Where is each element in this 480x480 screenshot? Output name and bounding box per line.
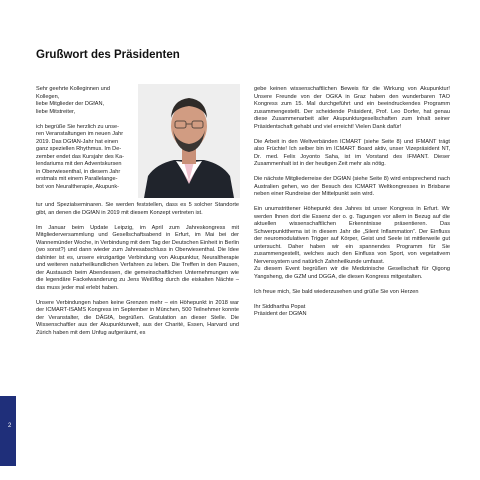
- signature-name: Ihr Siddhartha Popat: [254, 303, 306, 310]
- text-line: liebe Mitglieder der DGfAN,: [36, 101, 105, 107]
- text-line: bot von Neuraltherapie, Akupunk-: [36, 183, 120, 190]
- paragraph: tur und Spezialseminaren. Sie werden feststellen, dass es 5 solcher Standorte gibt, an denen die DGfAN in 2019 mit diesem Konzept vertreten ist.: [36, 202, 239, 216]
- page-title: Grußwort des Präsidenten: [36, 49, 180, 61]
- text-line: zember endet das Kursjahr des Ka-: [36, 153, 124, 160]
- page-number: 2: [8, 423, 12, 429]
- portrait-illustration: [138, 84, 240, 198]
- text-line: lendariums mit den Adventskursen: [36, 161, 122, 167]
- paragraph: Unsere Verbindungen haben keine Grenzen mehr – ein Höhepunkt in 2018 war der ICMART-ISAMS Kongress im September in München, 500 Teilnehmer konnte der Veranstalter, die DÄGfA, begrüßen. Gratulation an dieser Stelle. Die Wissenschaftler aus der Akupunkturwelt, aus der Charité, Essen, Harvard und Zürich haben mit dem Unfug aufgeräumt, es: [36, 299, 239, 336]
- text-line: ren Veranstaltungen im neuen Jahr: [36, 131, 124, 137]
- text-line: ich begrüße Sie herzlich zu unse-: [36, 123, 120, 130]
- president-photo: [138, 84, 240, 198]
- paragraph: Die Arbeit in den Weltverbänden ICMART (siehe Seite 8) und IFMANT trägt also Früchte! Ich selber bin im ICMART Board aktiv, unser Vizepräsident NT, Dr. med. Felix Joyonto Saha, ist im Vorstand des IFMANT. Dieser Zusammenhalt ist in der heutigen Zeit mehr als nötig.: [254, 138, 450, 167]
- text-line: Sehr geehrte Kolleginnen und: [36, 86, 111, 92]
- paragraph: Die nächste Mitgliederreise der DGfAN (siehe Seite 8) wird entsprechend nach Australien gehen, wo der Besuch des ICMART Weltkongresses in Brisbane neben einer Rundreise der Mittelpunkt sein wird.: [254, 176, 450, 197]
- text-line: erstmals mit einem Parallelange-: [36, 176, 118, 182]
- paragraph: Im Januar beim Update Leipzig, im April zum Jahreskongress mit Mitgliederversammlung und Gesellschaftsabend in Erfurt, im Mai bei der Wannemünder Woche, in Verbindung mit dem Tag der Deutschen Einheit in Berlin (wo sonst?) und dann wieder zum Jahresabschluss in Oberwiesenthal. Die Idee dahinter ist es, unsere einzigartige Verbindung von Akupunktur, Neuraltherapie und weiteren naturheilkundlichen Verfahren zu leben. Die Treffen in den Pausen, der Austausch beim Abendessen, die gemeinschaftlichen Unternehmungen wie die legendäre Fackelwanderung zu Jens Weißflog durch die eiskalten Nächte – das muss jeder mal erlebt haben.: [36, 224, 239, 291]
- paragraph: Ein unumstrittener Höhepunkt des Jahres ist unser Kongress in Erfurt. Wir werden Ihnen dort die Essenz der o. g. Tagungen vor allem in Bezug auf die aktuellen wissenschaftlichen Erkenntnisse präsentieren. Das Schwerpunktthema ist in diesem Jahr die „Silent Inflammation“. Der Einfluss der neuromodulativen Trigger auf Körper, Geist und Seele ist mittlerweile gut untersucht. Daher haben wir ein spannendes Programm für Sie zusammengestellt, welches auch den Einfluss von Sport, von vegetativem Nervensystem und natürlich Zahnheilkunde umfasst.: [254, 206, 450, 265]
- text-line: 2019. Das DGfAN-Jahr hat einen: [36, 138, 119, 145]
- text-line: liebe Mitstreiter,: [36, 108, 76, 115]
- paragraph: gebe keinen wissenschaftlichen Beweis für die Wirkung von Akupunktur! Unsere Freunde von der OGKA in Graz haben den wunderbaren TAO Kongress zum 15. Mal durchgeführt und ein beeindruckendes Programm zusammengestellt. Der scheidende Präsident, Prof. Leo Dorfer, hat genau diese Zusammenarbeit aller Akupunkturgesellschaften zum Inhalt seiner Präsidentschaft gehabt und viel erreicht! Vielen Dank dafür!: [254, 86, 450, 130]
- text-line: ganz speziellen Rhythmus. Im De-: [36, 146, 122, 152]
- paragraph: Zu diesem Event begrüßen wir die Medizinische Gesellschaft für Qigong Yangsheng, die GZM und DGGA, die diesen Kongress mitgestalten.: [254, 266, 450, 280]
- body-column-right: [254, 86, 450, 319]
- paragraph: Ich freue mich, Sie bald wiederzusehen und grüße Sie von Herzen: [254, 288, 419, 295]
- signature-title: Präsident der DGfAN: [254, 311, 307, 317]
- page-tab: [0, 396, 16, 466]
- intro-column: [36, 86, 132, 191]
- text-line: Kollegen,: [36, 93, 60, 100]
- text-line: in Oberwiesenthal, in diesem Jahr: [36, 168, 121, 175]
- body-column-left: [36, 202, 239, 337]
